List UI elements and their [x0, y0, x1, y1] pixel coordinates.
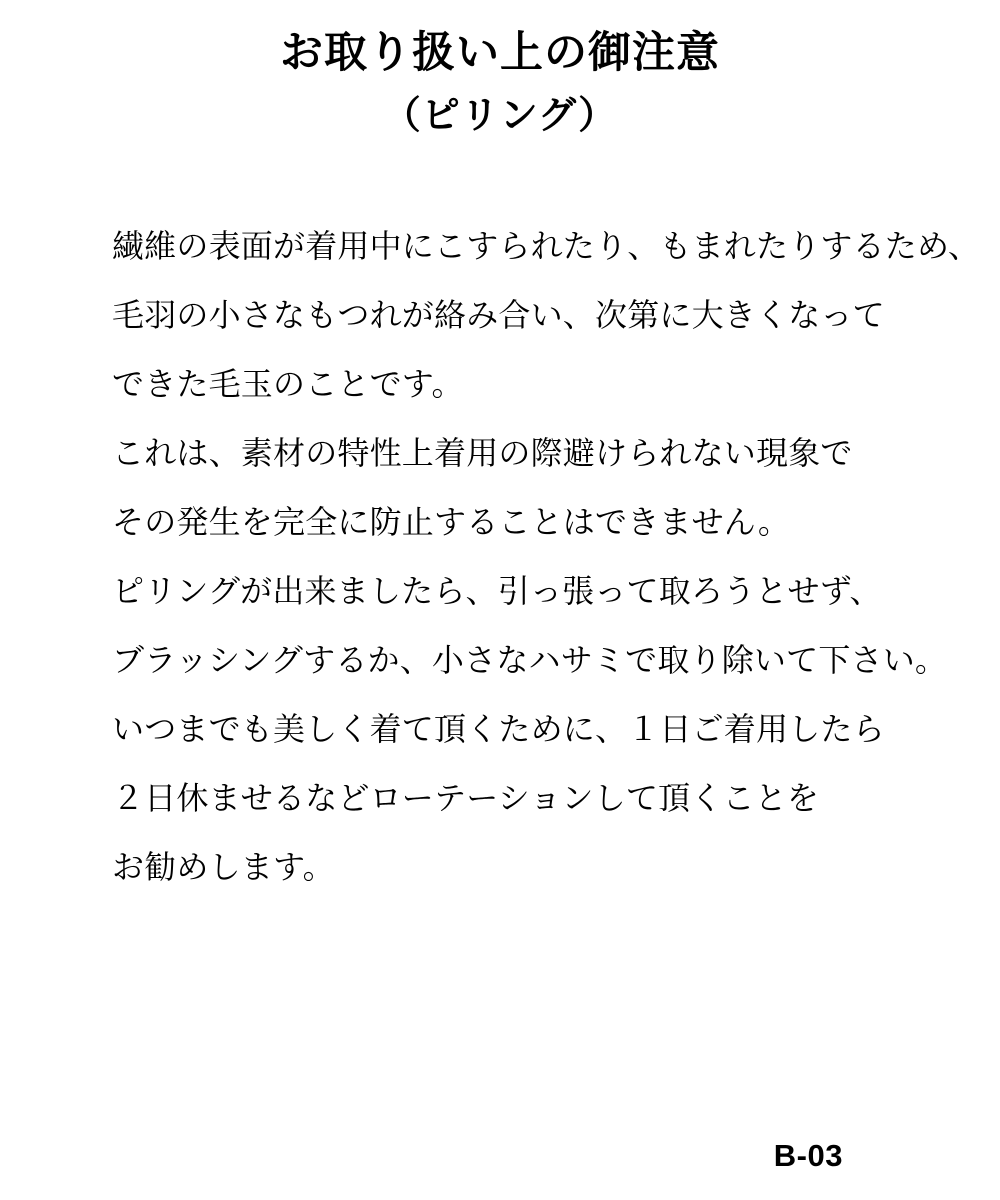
body-line: その発生を完全に防止することはできません。	[112, 504, 791, 540]
body-line: ブラッシングするか、小さなハサミで取り除いて下さい。	[112, 642, 948, 678]
document-body	[112, 212, 981, 902]
title-line-primary: お取り扱い上の御注意	[280, 29, 720, 77]
body-line: できた毛玉のことです。	[112, 366, 464, 402]
document-title	[0, 0, 1000, 146]
body-line: ピリングが出来ましたら、引っ張って取ろうとせず、	[112, 573, 882, 609]
document-code: B-03	[773, 1138, 843, 1173]
title-line-secondary: （ピリング）	[382, 94, 618, 137]
body-line: これは、素材の特性上着用の際避けられない現象で	[112, 435, 853, 471]
body-line: お勧めします。	[112, 849, 335, 885]
body-line: ２日休ませるなどローテーションして頂くことを	[112, 780, 820, 816]
body-line: 毛羽の小さなもつれが絡み合い、次第に大きくなって	[112, 297, 885, 333]
body-line: 繊維の表面が着用中にこすられたり、もまれたりするため、	[112, 228, 981, 264]
body-line: いつまでも美しく着て頂くために、１日ご着用したら	[112, 711, 885, 747]
